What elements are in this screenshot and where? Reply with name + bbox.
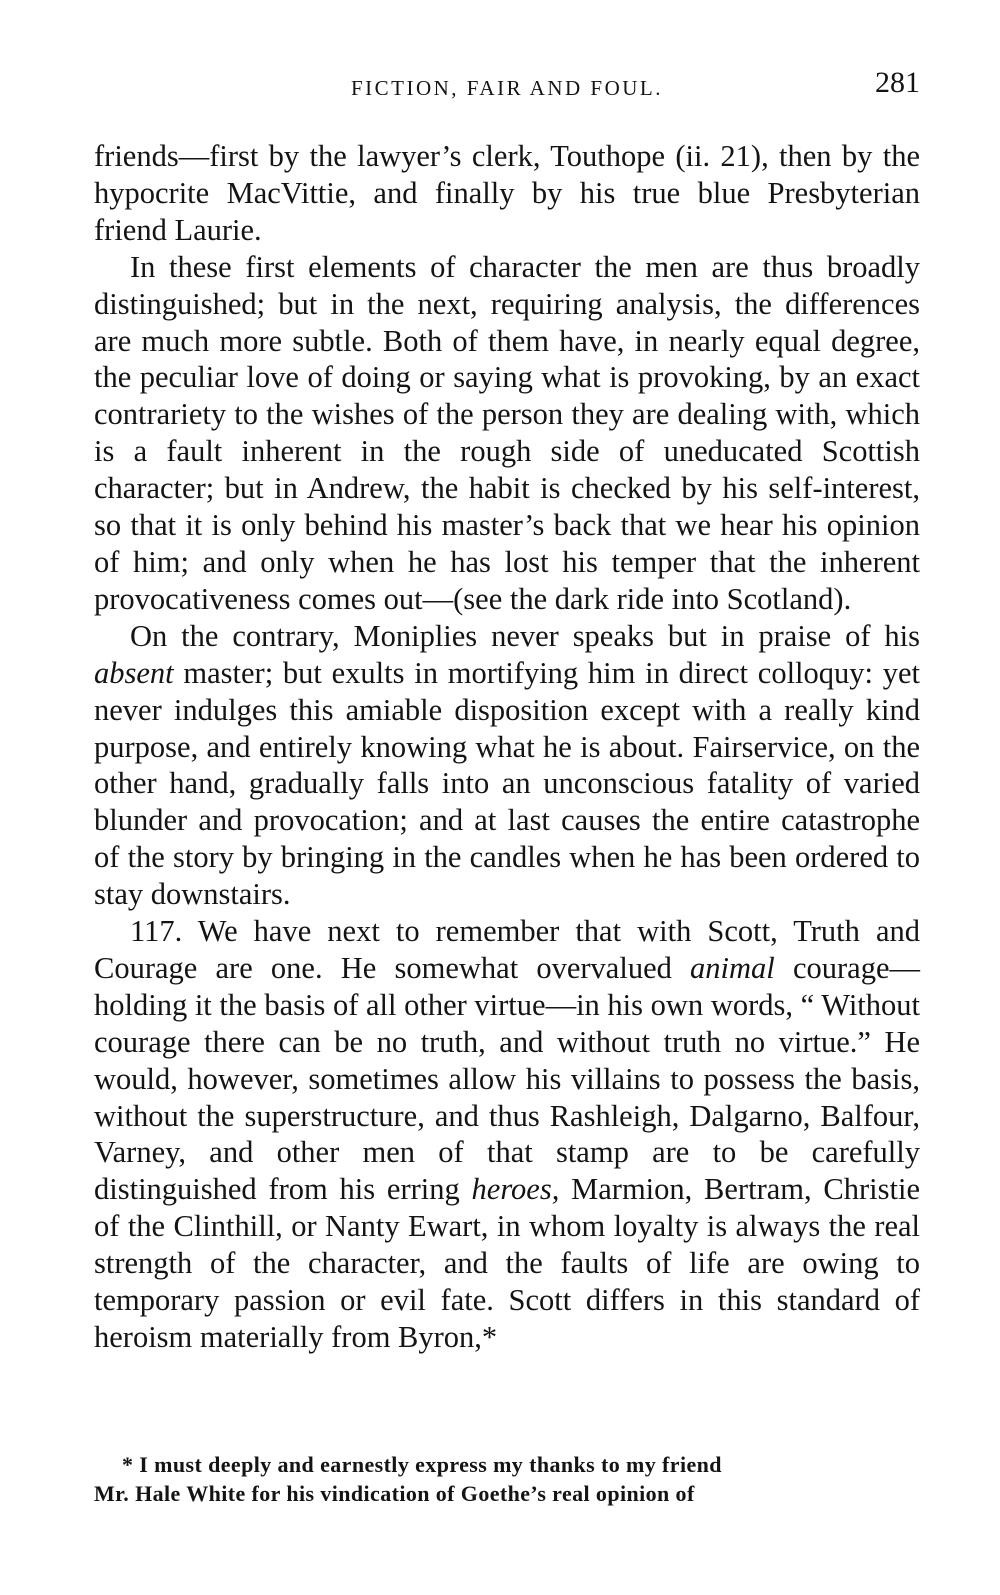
text-run: Marmion, Bertram, Christie of the Clinthill, or Nanty Ewart, in whom loyalty is always the real strength of the character, and the faults of life are owing to temporary passion or evil fate. Scott differs in this standard of heroism materially from Byron,* [94, 1172, 920, 1354]
running-title: FICTION, FAIR AND FOUL. [350, 76, 664, 100]
italic-text: absent [94, 655, 174, 690]
text-run: friends—first by the lawyer’s clerk, Touthope (ii. 21), then by the hypocrite MacVittie, and finally by his true blue Presbyterian friend Laurie. [94, 139, 920, 247]
text-run: courage—holding it the basis of all other virtue—in his own words, “ Without courage there can be no truth, and without truth no virtue.” He would, however, sometimes allow his villains to possess the basis, without the superstructure, and thus Rashleigh, Dalgarno, Balfour, Varney, and other men of that stamp are to be carefully distinguished from his erring [94, 950, 920, 1207]
footnote-line-2: Mr. Hale White for his vindication of Goethe’s real opinion of [94, 1481, 695, 1506]
paragraph [94, 913, 920, 1356]
italic-text: animal [690, 950, 775, 985]
paragraph [94, 249, 920, 618]
italic-text: heroes, [471, 1172, 560, 1207]
text-run: 117. We have next to remember that with Scott, Truth and Courage are one. He somewhat overvalued [94, 914, 920, 985]
text-run: On the contrary, Moniplies never speaks but in praise of his [130, 618, 920, 653]
page-number: 281 [875, 66, 920, 99]
paragraph [94, 138, 920, 249]
text-run: In these first elements of character the men are thus broadly distinguished; but in the next, requiring analysis, the differences are much more subtle. Both of them have, in nearly equal degree, the peculiar love of doing or saying what is provoking, by an exact contrariety to the wishes of the person they are dealing with, which is a fault inherent in the rough side of uneducated Scottish character; but in Andrew, the habit is checked by his self-interest, so that it is only behind his master’s back that we hear his opinion of him; and only when he has lost his temper that the inherent provocativeness comes out—(see the dark ride into Scotland). [94, 249, 920, 616]
running-head [94, 66, 920, 106]
footnote [94, 1450, 920, 1508]
text-run: master; but exults in mortifying him in direct colloquy: yet never indulges this amiable disposition except with a really kind purpose, and entirely knowing what he is about. Fairservice, on the other hand, gradually falls into an unconscious fatality of varied blunder and provocation; and at last causes the entire catastrophe of the story by bringing in the candles when he has been ordered to stay downstairs. [94, 655, 920, 912]
paragraph [94, 618, 920, 913]
footnote-line-1: * I must deeply and earnestly express my thanks to my friend [122, 1452, 722, 1477]
body-text [94, 138, 920, 1356]
